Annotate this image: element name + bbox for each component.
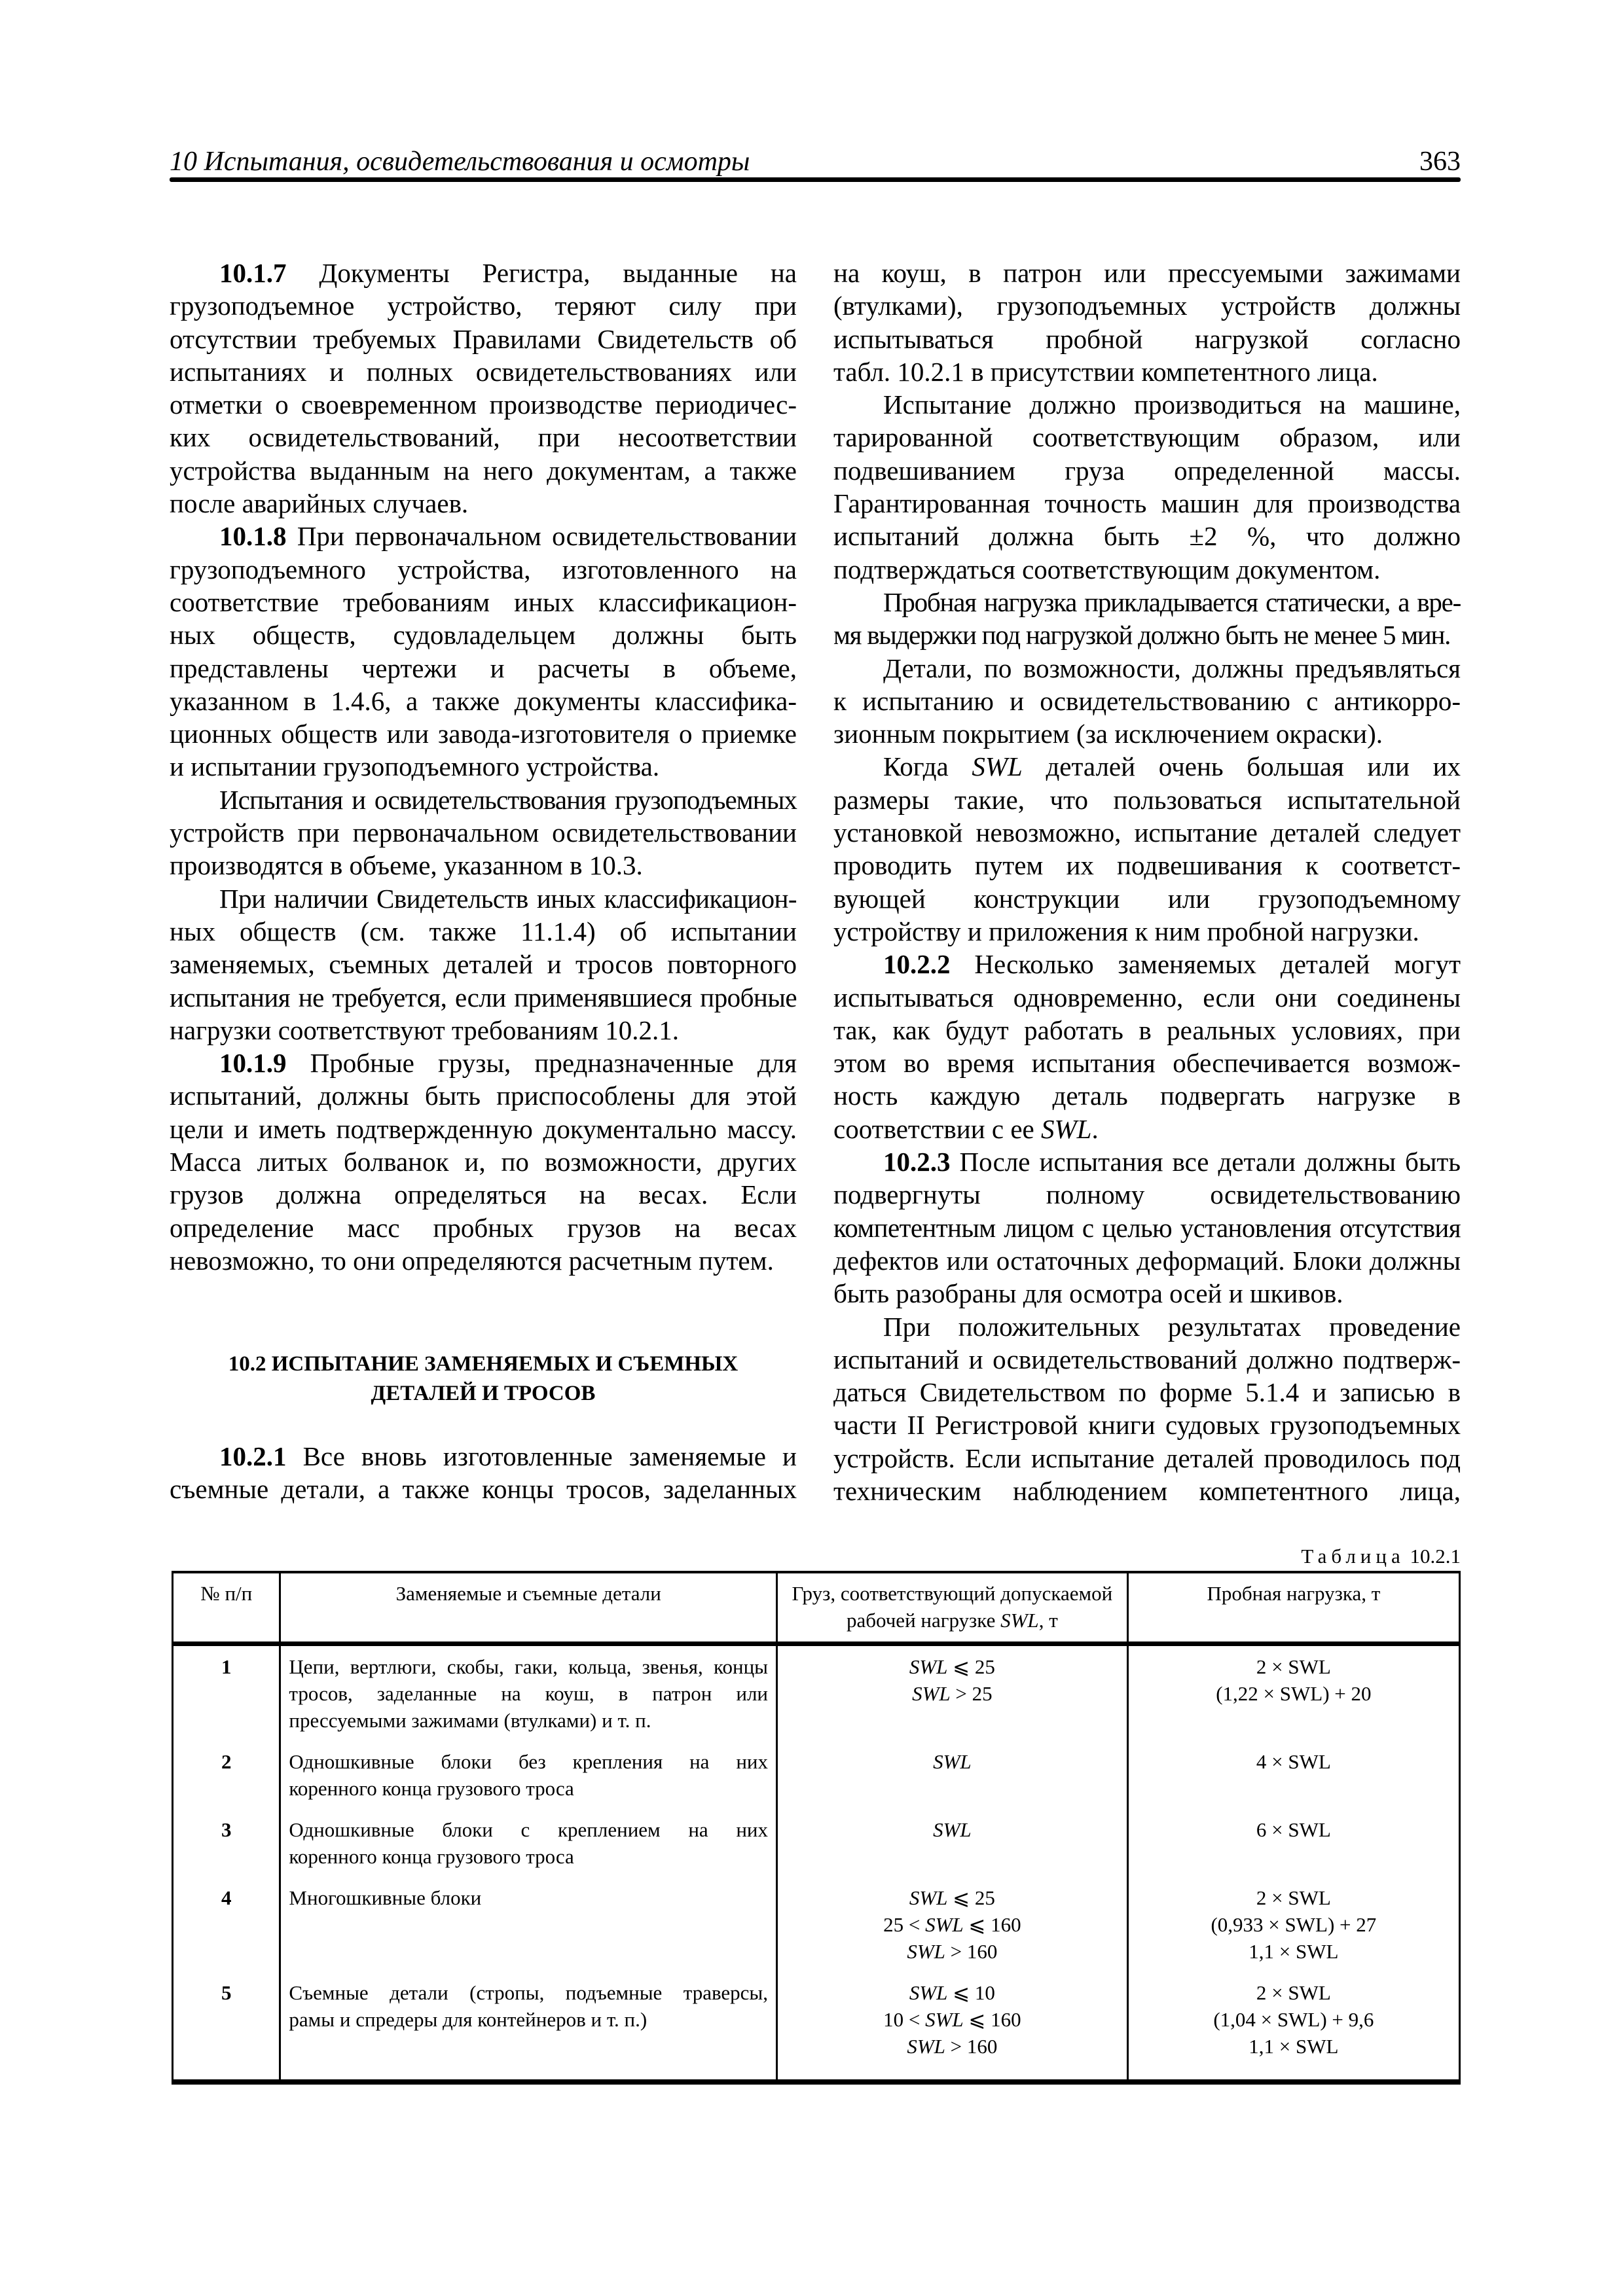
table-caption-number: 10.2.1 xyxy=(1410,1545,1461,1568)
row-load xyxy=(777,1972,1128,2082)
text-line: Детали, по возможности, должны предъявляться xyxy=(883,653,1461,683)
text-line: дефектов или остаточных деформаций. Блоки должны xyxy=(833,1245,1461,1276)
test-load-line: 1,1 × SWL xyxy=(1249,2035,1339,2058)
paragraph xyxy=(833,586,1461,652)
text-line: невозможно, то они определяются расчетным путем. xyxy=(170,1245,774,1276)
text-line: грузов должна определяться на весах. Если xyxy=(170,1179,797,1210)
header-test-load xyxy=(1127,1572,1459,1644)
swl-term: SWL xyxy=(909,1655,948,1678)
row-number: 4 xyxy=(173,1877,280,1972)
paragraph xyxy=(833,257,1461,388)
text-line: даться Свидетельством по форме 5.1.4 и записью в xyxy=(833,1377,1461,1408)
text-line: (втулками), грузоподъемных устройств должны xyxy=(833,291,1461,321)
row-test-load xyxy=(1127,1972,1459,2082)
load-line: 25 < SWL ⩽ 160 xyxy=(883,1913,1021,1936)
text-line: так, как будут работать в реальных условиях, при xyxy=(833,1014,1461,1045)
text-line: и испытании грузоподъемного устройства. xyxy=(170,751,660,782)
page-number: 363 xyxy=(1419,147,1461,177)
section-heading xyxy=(170,1350,797,1408)
text-line: устройству и приложения к ним пробной нагрузки. xyxy=(833,916,1419,946)
text-line: табл. 10.2.1 в присутствии компетентного лица. xyxy=(833,356,1378,387)
text-line: 10.1.7 Документы Регистра, выданные на xyxy=(219,258,797,288)
text-line: ных обществ, судовладельцем должны быть xyxy=(170,620,797,651)
text-line: испытания не требуется, если применявшиеся пробные xyxy=(170,982,797,1013)
text-line: быть разобраны для осмотра осей и шкивов. xyxy=(833,1278,1343,1309)
text-line: техническим наблюдением компетентного лица, xyxy=(833,1475,1461,1506)
text-line: ных обществ (см. также 11.1.4) об испытании xyxy=(170,916,797,946)
swl-term: SWL xyxy=(933,1818,972,1841)
text-line: съемные детали, а также концы тросов, заделанных xyxy=(170,1474,797,1505)
text-line: устройств. Если испытание деталей проводилось под xyxy=(833,1443,1461,1473)
text-line: зионным покрытием (за исключением окраски). xyxy=(833,719,1383,749)
header-line: Заменяемые и съемные детали xyxy=(395,1582,661,1605)
test-load-line: 2 × SWL xyxy=(1256,1886,1331,1909)
text-line: Испытание должно производиться на машине, xyxy=(883,389,1461,420)
text-line: размеры такие, что пользоваться испытательной xyxy=(833,784,1461,815)
paragraph-number: 10.2.2 xyxy=(883,949,951,980)
test-load-line: (0,933 × SWL) + 27 xyxy=(1211,1913,1377,1936)
paragraph xyxy=(170,783,797,882)
table-row xyxy=(173,1809,1460,1877)
test-load-table xyxy=(172,1571,1461,2085)
text-line: Испытания и освидетельствования грузоподъемных xyxy=(219,784,797,815)
header-line: Пробная нагрузка, т xyxy=(1207,1582,1381,1605)
load-line: SWL ⩽ 25 xyxy=(909,1886,995,1909)
text-line: отметки о своевременном производстве периодичес- xyxy=(170,389,797,420)
header-rule xyxy=(170,177,1461,182)
text-line: соответствии с ее SWL. xyxy=(833,1113,1099,1144)
text-line: ционных обществ или завода-изготовителя о приемке xyxy=(170,719,797,749)
row-test-load xyxy=(1127,1809,1459,1877)
table-header-row xyxy=(173,1572,1460,1644)
row-test-load xyxy=(1127,1741,1459,1809)
paragraph xyxy=(833,750,1461,948)
load-line: SWL > 160 xyxy=(907,1940,998,1963)
text-line: отсутствии требуемых Правилами Свидетельств об xyxy=(170,323,797,354)
load-line: 10 < SWL ⩽ 160 xyxy=(883,2008,1021,2031)
swl-term: SWL xyxy=(909,1981,948,2004)
row-details xyxy=(280,1809,777,1877)
table-caption-word: Таблица xyxy=(1301,1545,1405,1568)
row-number: 5 xyxy=(173,1972,280,2082)
text-line: грузоподъемное устройство, теряют силу при xyxy=(170,291,797,321)
text-line: заменяемых, съемных деталей и тросов повторного xyxy=(170,949,797,980)
swl-term: SWL xyxy=(909,1886,948,1909)
row-details xyxy=(280,1644,777,1742)
paragraph xyxy=(170,520,797,783)
test-load-line: 6 × SWL xyxy=(1256,1818,1331,1841)
row-details xyxy=(280,1877,777,1972)
text-line: испытаний должна быть ±2 %, что должно xyxy=(833,521,1461,552)
paragraph-number: 10.2.3 xyxy=(883,1147,951,1177)
text-line: цели и иметь подтвержденную документально массу. xyxy=(170,1113,797,1144)
header-number xyxy=(173,1572,280,1644)
header-details xyxy=(280,1572,777,1644)
details-line: Одношкивные блоки с креплением на них xyxy=(289,1818,769,1841)
paragraph xyxy=(833,948,1461,1145)
row-details xyxy=(280,1741,777,1809)
table-row xyxy=(173,1644,1460,1742)
text-line: 10.2.2 Несколько заменяемых деталей могут xyxy=(883,949,1461,980)
right-column xyxy=(833,257,1461,1507)
paragraph xyxy=(833,652,1461,751)
text-line: испытаниях и полных освидетельствованиях или xyxy=(170,356,797,387)
swl-term: SWL xyxy=(933,1750,972,1773)
text-line: 10.1.8 При первоначальном освидетельствовании xyxy=(219,521,797,552)
swl-term: SWL xyxy=(1000,1609,1039,1632)
test-load-line: (1,04 × SWL) + 9,6 xyxy=(1213,2008,1374,2031)
text-line: испытываться одновременно, если они соединены xyxy=(833,982,1461,1013)
row-load xyxy=(777,1877,1128,1972)
text-line: Когда SWL деталей очень большая или их xyxy=(883,751,1461,782)
section-heading-line2: ДЕТАЛЕЙ И ТРОСОВ xyxy=(371,1382,596,1405)
table-row xyxy=(173,1972,1460,2082)
load-line: SWL > 25 xyxy=(912,1682,993,1705)
details-line: Многошкивные блоки xyxy=(289,1886,482,1909)
text-line: представлены чертежи и расчеты в объеме, xyxy=(170,653,797,683)
row-number: 1 xyxy=(173,1644,280,1742)
swl-term: SWL xyxy=(907,2035,945,2058)
swl-term: SWL xyxy=(925,1913,964,1936)
text-line: производятся в объеме, указанном в 10.3. xyxy=(170,850,643,881)
test-load-line: 2 × SWL xyxy=(1256,1981,1331,2004)
text-line: на коуш, в патрон или прессуемыми зажимами xyxy=(833,258,1461,288)
paragraph-number: 10.1.7 xyxy=(219,258,287,288)
paragraph-number: 10.2.1 xyxy=(219,1441,287,1471)
table-caption xyxy=(1301,1545,1461,1568)
text-line: грузоподъемного устройства, изготовленного на xyxy=(170,554,797,584)
text-line: подвешиванием груза определенной массы. xyxy=(833,455,1461,486)
text-line: Пробная нагрузка прикладывается статически, а вре- xyxy=(883,586,1461,617)
text-line: При положительных результатах проведение xyxy=(883,1311,1461,1342)
text-line: При наличии Свидетельств иных классификацион- xyxy=(219,883,797,914)
text-line: подвергнуты полному освидетельствованию xyxy=(833,1179,1461,1210)
row-details xyxy=(280,1972,777,2082)
row-load xyxy=(777,1644,1128,1742)
details-line: Съемные детали (стропы, подъемные траверсы, xyxy=(289,1981,769,2004)
header-line: рабочей нагрузке SWL, т xyxy=(846,1609,1058,1632)
text-line: нагрузки соответствуют требованиям 10.2.1. xyxy=(170,1014,680,1045)
swl-term: SWL xyxy=(1041,1113,1092,1144)
text-line: 10.1.9 Пробные грузы, предназначенные для xyxy=(219,1048,797,1079)
details-line: тросов, заделанные на коуш, в патрон или xyxy=(289,1682,769,1705)
details-line: рамы и спредеры для контейнеров и т. п.) xyxy=(289,2008,647,2031)
swl-term: SWL xyxy=(907,1940,945,1963)
details-line: коренного конца грузового троса xyxy=(289,1845,574,1868)
text-line: испытываться пробной нагрузкой согласно xyxy=(833,323,1461,354)
text-line: соответствие требованиям иных классификацион- xyxy=(170,586,797,617)
text-line: к испытанию и освидетельствованию с антикорро- xyxy=(833,685,1461,716)
details-line: коренного конца грузового троса xyxy=(289,1777,574,1800)
swl-term: SWL xyxy=(912,1682,951,1705)
swl-term: SWL xyxy=(972,751,1023,782)
text-line: 10.2.1 Все вновь изготовленные заменяемые и xyxy=(219,1441,797,1471)
test-load-line: 2 × SWL xyxy=(1256,1655,1331,1678)
paragraph xyxy=(170,1440,797,1506)
text-line: 10.2.3 После испытания все детали должны быть xyxy=(883,1147,1461,1177)
header-load xyxy=(777,1572,1128,1644)
paragraph-number: 10.1.8 xyxy=(219,521,287,552)
section-heading-line1: 10.2 ИСПЫТАНИЕ ЗАМЕНЯЕМЫХ И СЪЕМНЫХ xyxy=(228,1352,739,1376)
test-load-line: (1,22 × SWL) + 20 xyxy=(1216,1682,1372,1705)
swl-term: SWL xyxy=(925,2008,964,2031)
text-line: Гарантированная точность машин для производства xyxy=(833,488,1461,519)
details-line: Одношкивные блоки без крепления на них xyxy=(289,1750,769,1773)
details-line: прессуемыми зажимами (втулками) и т. п. xyxy=(289,1709,651,1732)
table-row xyxy=(173,1741,1460,1809)
text-line: мя выдержки под нагрузкой должно быть не менее 5 мин. xyxy=(833,620,1451,651)
table-body xyxy=(173,1644,1460,2083)
left-column-continued xyxy=(170,1440,797,1506)
test-load-line: 1,1 × SWL xyxy=(1249,1940,1339,1963)
load-line xyxy=(786,1816,1119,1843)
row-load xyxy=(777,1741,1128,1809)
load-line: SWL ⩽ 10 xyxy=(909,1981,995,2004)
text-line: испытаний, должны быть приспособлены для этой xyxy=(170,1081,797,1111)
running-header-title: 10 Испытания, освидетельствования и осмотры xyxy=(170,147,750,177)
row-test-load xyxy=(1127,1877,1459,1972)
text-line: устройств при первоначальном освидетельствовании xyxy=(170,817,797,848)
text-line: ность каждую деталь подвергать нагрузке в xyxy=(833,1081,1461,1111)
load-line: SWL > 160 xyxy=(907,2035,998,2058)
test-load-line: 4 × SWL xyxy=(1256,1750,1331,1773)
row-load xyxy=(777,1809,1128,1877)
paragraph xyxy=(170,1047,797,1277)
paragraph xyxy=(833,1145,1461,1310)
header-line: Груз, соответствующий допускаемой xyxy=(792,1582,1113,1605)
text-line: компетентным лицом с целью установления отсутствия xyxy=(833,1212,1461,1243)
table-row xyxy=(173,1877,1460,1972)
text-line: испытаний и освидетельствований должно подтверж- xyxy=(833,1344,1461,1374)
text-line: этом во время испытания обеспечивается возмож- xyxy=(833,1048,1461,1079)
load-line xyxy=(786,1748,1119,1775)
row-test-load xyxy=(1127,1644,1459,1742)
text-line: подтверждаться соответствующим документом. xyxy=(833,554,1381,584)
text-line: части II Регистровой книги судовых грузоподъемных xyxy=(833,1410,1461,1441)
text-line: определение масс пробных грузов на весах xyxy=(170,1212,797,1243)
text-line: устройства выданным на него документам, а также xyxy=(170,455,797,486)
load-line: SWL ⩽ 25 xyxy=(909,1655,995,1678)
details-line: Цепи, вертлюги, скобы, гаки, кольца, звенья, концы xyxy=(289,1655,769,1678)
text-line: Масса литых болванок и, по возможности, других xyxy=(170,1147,797,1177)
text-line: ких освидетельствований, при несоответствии xyxy=(170,422,797,453)
paragraph xyxy=(170,882,797,1047)
row-number: 3 xyxy=(173,1809,280,1877)
text-line: установкой невозможно, испытание деталей следует xyxy=(833,817,1461,848)
left-column xyxy=(170,257,797,1277)
text-line: после аварийных случаев. xyxy=(170,488,469,519)
text-line: указанном в 1.4.6, а также документы классифика- xyxy=(170,685,797,716)
text-line: проводить путем их подвешивания к соответст- xyxy=(833,850,1461,881)
paragraph xyxy=(833,388,1461,586)
paragraph-number: 10.1.9 xyxy=(219,1048,287,1079)
row-number: 2 xyxy=(173,1741,280,1809)
header-line: № п/п xyxy=(200,1582,253,1605)
text-line: тарированной соответствующим образом, или xyxy=(833,422,1461,453)
paragraph xyxy=(170,257,797,520)
text-line: вующей конструкции или грузоподъемному xyxy=(833,883,1461,914)
paragraph xyxy=(833,1310,1461,1508)
